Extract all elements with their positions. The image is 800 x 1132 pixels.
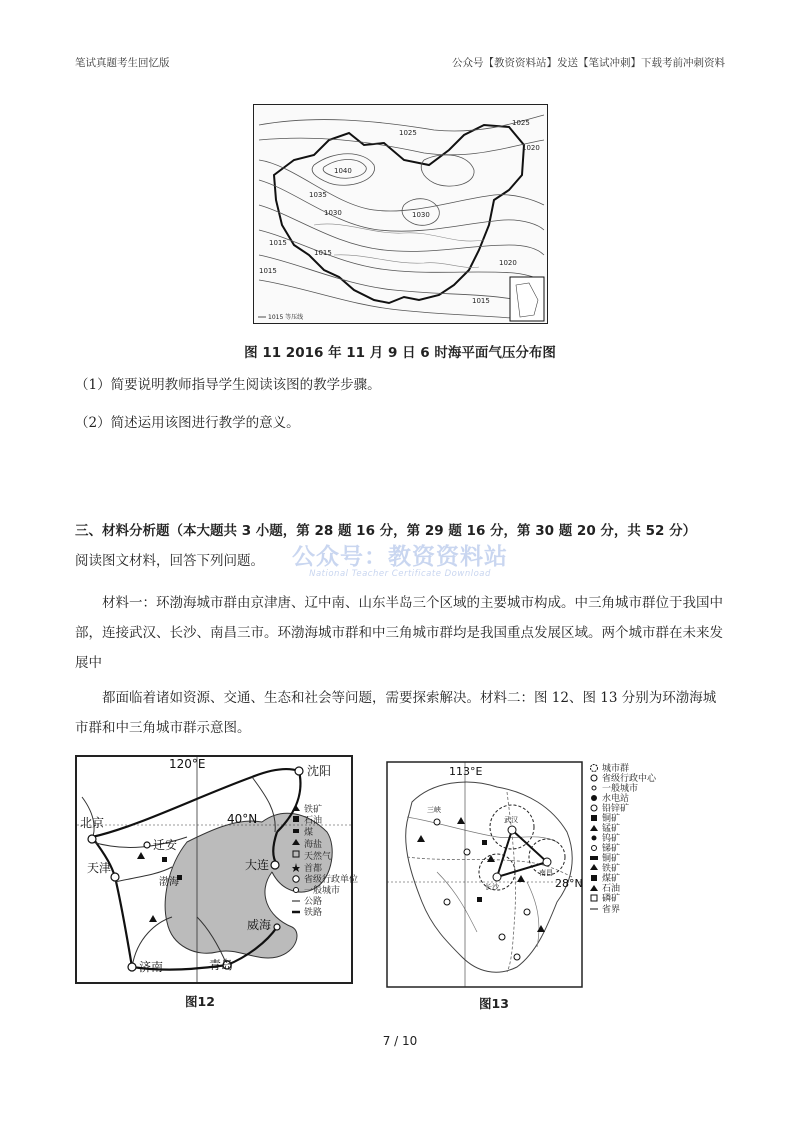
city-marker — [434, 819, 440, 825]
header-left: 笔试真题考生回忆版 — [75, 57, 170, 69]
material-2: 都面临着诸如资源、交通、生态和社会等问题，需要探索解决。材料二：图 12、图 13 分别为环渤海城市群和中三角城市群示意图。 — [75, 690, 717, 736]
city-marker — [514, 954, 520, 960]
material-1: 材料一：环渤海城市群由京津唐、辽中南、山东半岛三个区域的主要城市构成。中三角城市群位于我国中部，连接武汉、长沙、南昌三市。环渤海城市群和中三角城市群均是我国重点发展区域。两个城市群在未来发展中 — [75, 595, 723, 671]
legend-copper-icon — [591, 815, 597, 821]
city-label: 大连 — [245, 858, 270, 872]
legend-iron-icon — [292, 805, 300, 811]
legend-item: 省级行政单位 — [304, 875, 359, 885]
isobar-label: 1020 — [522, 144, 540, 152]
city-marker — [499, 934, 505, 940]
central-triangle-city-cluster-map — [387, 762, 657, 987]
legend-item: 公路 — [304, 897, 323, 907]
legend-item: 水电站 — [602, 794, 630, 804]
section-intro: 阅读图文材料，回答下列问题。 — [75, 553, 264, 569]
central-triangle-map-svg — [387, 762, 657, 987]
watermark-title: 公众号：教资资料站 — [292, 544, 508, 570]
iron-mine-marker — [137, 852, 145, 859]
legend-p-icon — [591, 895, 597, 901]
legend-item: 锑矿 — [602, 844, 621, 854]
meridian-label: 120°E — [169, 757, 206, 771]
pressure-map-svg — [254, 105, 547, 323]
isobar-label: 1030 — [324, 209, 342, 217]
legend-coal-icon — [293, 829, 299, 833]
legend-item: 铁路 — [304, 908, 323, 918]
figure11-caption: 图 11 2016 年 11 月 9 日 6 时海平面气压分布图 — [244, 345, 556, 361]
legend-item: 铜矿 — [602, 814, 621, 824]
city-marker — [128, 963, 136, 971]
city-label: 长沙 — [485, 883, 499, 891]
city-marker — [543, 858, 551, 866]
section-title: 三、材料分析题（本大题共 3 小题，第 28 题 16 分，第 29 题 16 分，第 30 题 20 分，共 52 分） — [75, 523, 697, 539]
isobar-label: 1035 — [309, 191, 327, 199]
isobar-label: 1025 — [399, 129, 417, 137]
legend-item: 石油 — [602, 884, 621, 894]
coal-marker — [162, 857, 167, 862]
question-1: （1）简要说明教师指导学生阅读该图的教学步骤。 — [75, 377, 381, 393]
header-right: 公众号【教资资料站】发送【笔试冲刺】下载考前冲刺资料 — [452, 57, 725, 69]
mine-marker — [477, 897, 482, 902]
legend-w-icon — [592, 836, 597, 841]
bohai-map-svg — [77, 757, 359, 982]
legend-item: 煤矿 — [602, 874, 621, 884]
legend-fe-icon — [590, 864, 598, 870]
bohai-city-cluster-map — [75, 755, 359, 984]
legend-item: 铁矿 — [602, 864, 621, 874]
legend-city-icon — [294, 888, 299, 893]
legend-mn-icon — [590, 825, 598, 831]
legend-item: 磷矿 — [602, 894, 621, 904]
isobar-label: 1015 — [472, 297, 490, 305]
meridian-label: 113°E — [449, 765, 483, 778]
legend-item: 省界 — [602, 905, 621, 915]
city-label: 迁安 — [153, 838, 178, 852]
city-marker — [508, 826, 516, 834]
city-label: 三峡 — [427, 806, 441, 814]
figure13-caption: 图13 — [479, 996, 509, 1011]
legend-province-icon — [293, 876, 299, 882]
legend-item: 锰矿 — [602, 824, 621, 834]
legend-item: 铜矿 — [602, 854, 621, 864]
isobar-label: 1015 — [259, 267, 277, 275]
city-marker — [524, 909, 530, 915]
city-label: 北京 — [80, 816, 105, 830]
isobar-label: 1025 — [512, 119, 530, 127]
legend-item: 钨矿 — [602, 834, 621, 844]
legend-item: 铁矿 — [304, 805, 323, 815]
isobar-label: 1020 — [499, 259, 517, 267]
watermark — [284, 538, 516, 588]
legend-sb-icon — [592, 846, 597, 851]
legend-item: 首都 — [304, 864, 323, 874]
legend-cluster-icon — [591, 765, 598, 772]
city-label: 沈阳 — [307, 764, 332, 778]
legend-item: 石油 — [304, 816, 323, 826]
mine-marker — [482, 840, 487, 845]
oil-marker — [149, 915, 157, 922]
isobar-label: 1015 — [269, 239, 287, 247]
question-2: （2）简述运用该图进行教学的意义。 — [75, 415, 300, 431]
city-label: 青岛 — [209, 958, 234, 972]
legend-oil-icon — [293, 816, 299, 822]
legend-coal-icon — [591, 875, 597, 881]
watermark-subtitle: National Teacher Certificate Download — [309, 569, 491, 579]
city-label: 南昌 — [539, 869, 553, 877]
legend-item: 一般城市 — [304, 886, 341, 896]
isobar-label: 1030 — [412, 211, 430, 219]
legend-item: 煤 — [304, 828, 314, 838]
legend-item: 天然气 — [304, 852, 332, 862]
legend-item: 一般城市 — [602, 784, 639, 794]
legend-cu2-icon — [590, 856, 598, 860]
city-marker — [111, 873, 119, 881]
city-label: 武汉 — [504, 816, 518, 824]
sea-label: 渤海 — [159, 877, 179, 888]
figure13-legend — [590, 762, 657, 915]
city-marker — [444, 899, 450, 905]
city-marker — [464, 849, 470, 855]
isobar-label: 1040 — [334, 167, 352, 175]
city-label: 济南 — [139, 960, 164, 974]
city-marker — [274, 924, 280, 930]
city-label: 威海 — [247, 918, 272, 932]
city-marker — [295, 767, 303, 775]
pressure-map-figure — [253, 104, 548, 324]
city-marker — [271, 861, 279, 869]
city-marker — [88, 835, 96, 843]
city-marker — [144, 842, 150, 848]
legend-capital-icon — [591, 775, 597, 781]
city-marker — [493, 873, 501, 881]
parallel-label: 40°N — [227, 812, 258, 826]
isobar-legend: 1015 等压线 — [268, 314, 304, 321]
isobar-label: 1015 — [314, 249, 332, 257]
city-label: 天津 — [87, 861, 112, 875]
legend-item: 城市群 — [602, 764, 630, 774]
figure12-caption: 图12 — [185, 994, 215, 1009]
legend-pbzn-icon — [591, 805, 597, 811]
legend-oil-icon — [590, 885, 598, 891]
page-number: 7 / 10 — [382, 1034, 418, 1048]
parallel-label: 28°N — [555, 877, 583, 890]
legend-item: 省级行政中心 — [602, 774, 657, 784]
legend-item: 铅锌矿 — [602, 804, 630, 814]
legend-item: 海盐 — [304, 840, 323, 850]
legend-hydro-icon — [591, 795, 597, 801]
legend-city-icon — [592, 786, 596, 790]
